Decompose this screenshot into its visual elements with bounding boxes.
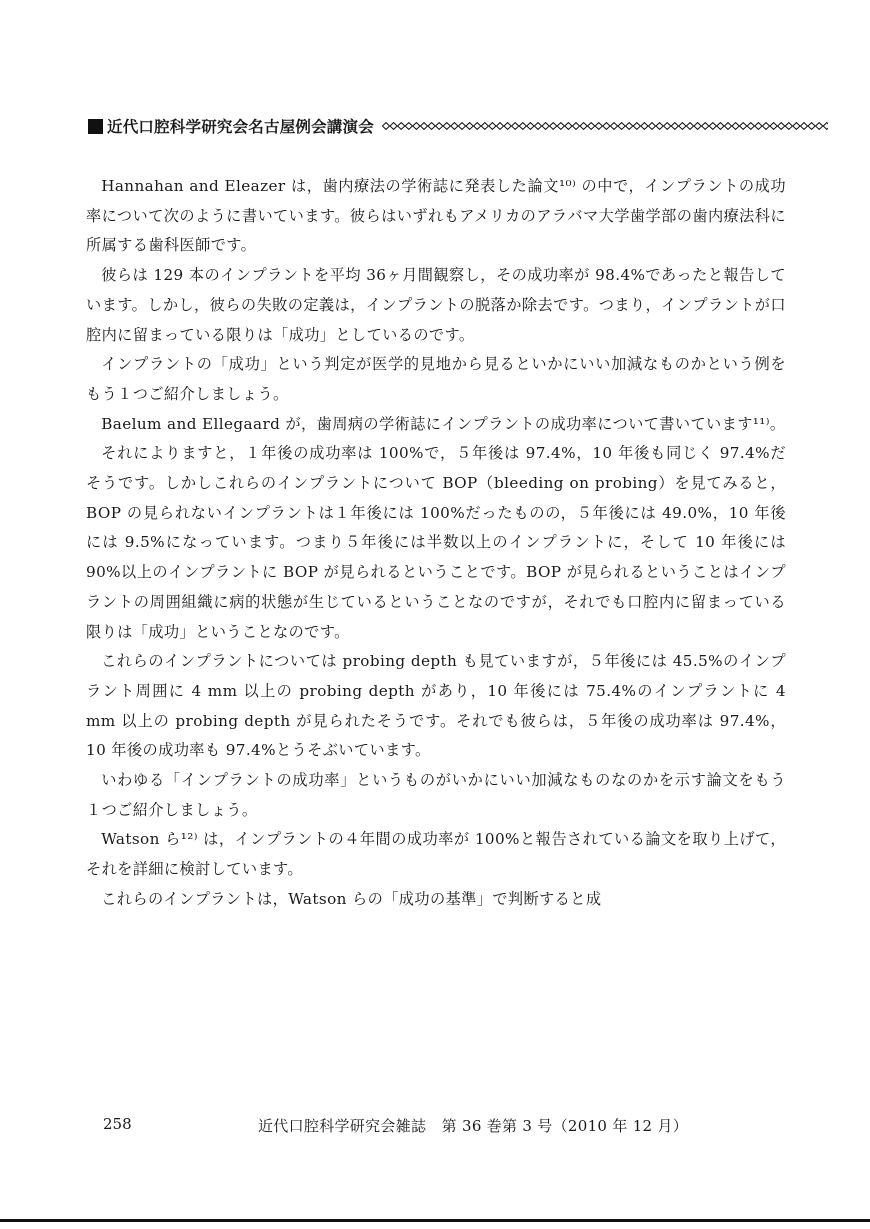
diamond-ornament xyxy=(648,123,655,130)
paragraph: これらのインプラントについては probing depth も見ていますが，５年後には 45.5%のインプラント周囲に 4 mm 以上の probing depth があり，10 年後には 75.4%のインプラントに 4 mm 以上の probing depth が見られたそうです。それでも彼らは，５年後の成功率は 97.4%，10 年後の成功率も 97.4%とうそぶいています。 xyxy=(86,652,786,760)
diamond-ornament xyxy=(610,123,617,130)
diamond-ornament xyxy=(762,123,769,130)
diamond-ornament xyxy=(686,123,693,130)
diamond-ornament xyxy=(451,123,458,130)
diamond-ornament xyxy=(618,123,625,130)
diamond-ornament xyxy=(527,123,534,130)
diamond-ornament xyxy=(519,123,526,130)
diamond-ornament xyxy=(595,123,602,130)
paragraph: インプラントの「成功」という判定が医学的見地から見るといかにいい加減なものかという例をもう１つご紹介しましょう。 xyxy=(86,355,786,403)
section-title: 近代口腔科学研究会名古屋例会講演会 xyxy=(107,118,374,136)
bottom-edge-rule xyxy=(0,1219,870,1222)
article-body xyxy=(86,172,786,915)
diamond-ornament xyxy=(664,123,671,130)
diamond-ornament xyxy=(382,123,389,130)
diamond-ornament xyxy=(747,123,754,130)
diamond-ornament xyxy=(800,123,807,130)
diamond-ornament xyxy=(588,123,595,130)
paragraph: Hannahan and Eleazer は，歯内療法の学術誌に発表した論文¹⁰⁾ の中で，インプラントの成功率について次のように書いています。彼らはいずれもアメリカのアラバマ大学歯学部の歯内療法科に所属する歯科医師です。 xyxy=(86,177,786,255)
diamond-ornament xyxy=(603,123,610,130)
diamond-ornament xyxy=(496,123,503,130)
diamond-ornament xyxy=(694,123,701,130)
diamond-ornament xyxy=(398,123,405,130)
page-footer xyxy=(0,1115,870,1139)
diamond-ornament xyxy=(458,123,465,130)
diamond-ornament xyxy=(808,123,815,130)
diamond-ornament xyxy=(732,123,739,130)
diamond-ornament xyxy=(405,123,412,130)
diamond-ornament xyxy=(428,123,435,130)
diamond-ornament xyxy=(534,123,541,130)
diamond-ornament xyxy=(481,123,488,130)
diamond-ornament xyxy=(633,123,640,130)
diamond-ornament xyxy=(466,123,473,130)
paragraph: それによりますと，１年後の成功率は 100%で，５年後は 97.4%，10 年後も同じく 97.4%だそうです。しかしこれらのインプラントについて BOP（bleeding on probing）を見てみると，BOP の見られないインプラントは１年後には 100%だったものの，５年後には 49.0%，10 年後には 9.5%になっています。つまり５年後には半数以上のインプラントに，そして 10 年後には 90%以上のインプラントに BOP が見られるということです。BOP が見られるということはインプラントの周囲組織に病的状態が生じているということなのですが，それでも口腔内に留まっている限りは「成功」ということなのです。 xyxy=(86,444,786,641)
section-header xyxy=(88,113,828,139)
diamond-ornament xyxy=(565,123,572,130)
diamond-ornament xyxy=(740,123,747,130)
diamond-ornament xyxy=(641,123,648,130)
paragraph: これらのインプラントは，Watson らの「成功の基準」で判断すると成 xyxy=(101,889,602,908)
diamond-ornament xyxy=(702,123,709,130)
diamond-ornament xyxy=(436,123,443,130)
diamond-ornament xyxy=(542,123,549,130)
diamond-ornament xyxy=(679,123,686,130)
diamond-ornament xyxy=(512,123,519,130)
diamond-ornament xyxy=(656,123,663,130)
diamond-ornament xyxy=(626,123,633,130)
diamond-ornament xyxy=(413,123,420,130)
header-square-icon xyxy=(88,119,103,134)
journal-citation: 近代口腔科学研究会雑誌 第 36 巻第 3 号（2010 年 12 月） xyxy=(258,1117,689,1135)
diamond-ornament xyxy=(755,123,762,130)
diamond-ornament xyxy=(550,123,557,130)
diamond-ornament xyxy=(823,123,828,130)
diamond-ornament xyxy=(580,123,587,130)
diamond-ornament xyxy=(504,123,511,130)
diamond-ornament xyxy=(489,123,496,130)
diamond-ornament xyxy=(724,123,731,130)
diamond-ornament xyxy=(390,123,397,130)
paragraph: 彼らは 129 本のインプラントを平均 36ヶ月間観察し，その成功率が 98.4%であったと報告しています。しかし，彼らの失敗の定義は，インプラントの脱落か除去です。つまり，インプラントが口腔内に留まっている限りは「成功」としているのです。 xyxy=(86,266,786,344)
paragraph: Watson ら¹²⁾ は，インプラントの４年間の成功率が 100%と報告されている論文を取り上げて，それを詳細に検討しています。 xyxy=(86,830,786,879)
diamond-ornament xyxy=(770,123,777,130)
diamond-ornament xyxy=(443,123,450,130)
page-number: 258 xyxy=(103,1115,132,1133)
diamond-ornament xyxy=(778,123,785,130)
diamond-ornament xyxy=(816,123,823,130)
paragraph: いわゆる「インプラントの成功率」というものがいかにいい加減なものなのかを示す論文をもう１つご紹介しましょう。 xyxy=(86,771,786,819)
diamond-ornament xyxy=(572,123,579,130)
diamond-ornament xyxy=(420,123,427,130)
diamond-ornament xyxy=(474,123,481,130)
diamond-ornament xyxy=(793,123,800,130)
diamond-ornament xyxy=(671,123,678,130)
diamond-ornament xyxy=(557,123,564,130)
diamond-ornament xyxy=(709,123,716,130)
paragraph: Baelum and Ellegaard が，歯周病の学術誌にインプラントの成功率について書いています¹¹⁾。 xyxy=(101,414,786,433)
diamond-ornament xyxy=(785,123,792,130)
diamond-chain-rule xyxy=(382,121,828,131)
diamond-ornament xyxy=(717,123,724,130)
